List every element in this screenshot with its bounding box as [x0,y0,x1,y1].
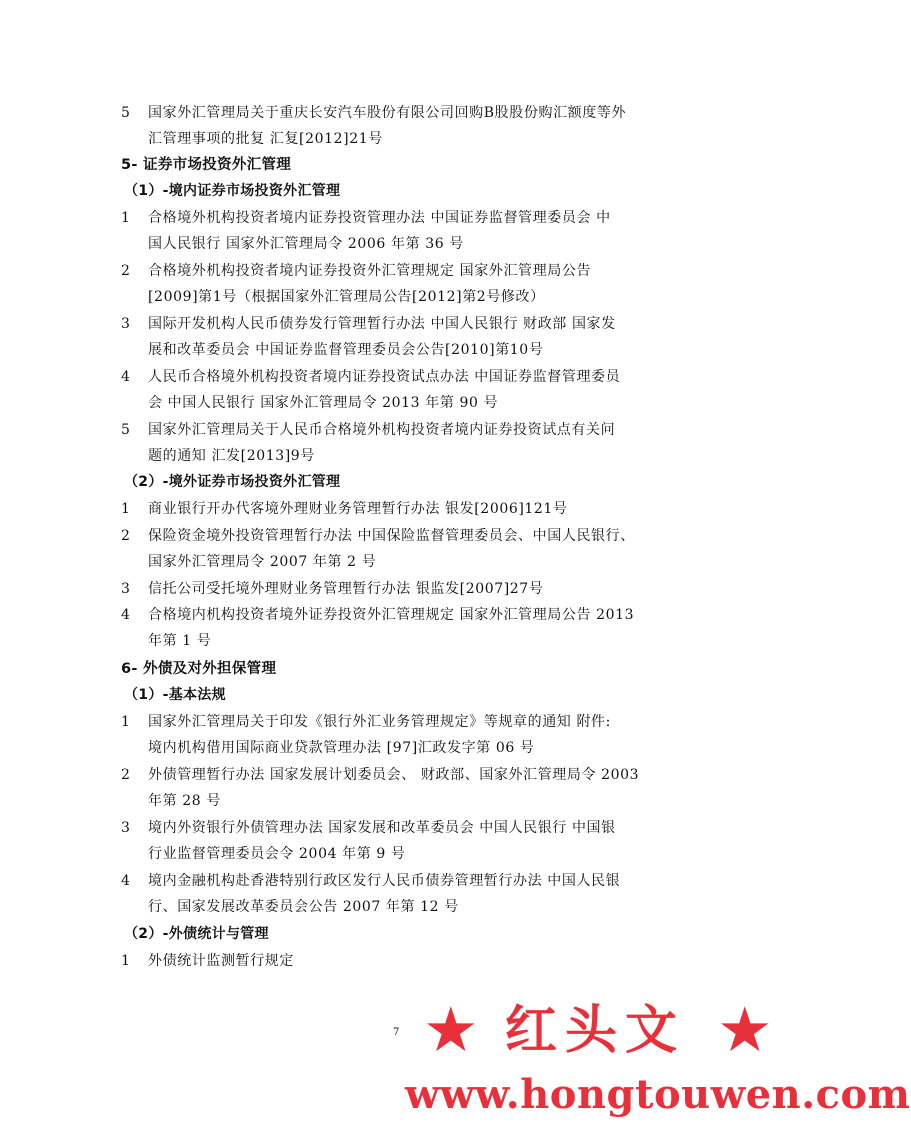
item-number: 1 [121,501,130,517]
item-text: 国家外汇管理局关于重庆长安汽车股份有限公司回购B股股份购汇额度等外 [148,105,627,121]
item-number: 5 [121,422,130,438]
item-text: 汇管理事项的批复 汇复[2012]21号 [148,131,383,147]
item-text: 境内外资银行外债管理办法 国家发展和改革委员会 中国人民银行 中国银 [148,820,616,836]
item-number: 3 [121,820,130,836]
item-text: 国家外汇管理局令 2007 年第 2 号 [148,554,377,570]
star-icon: ★ [717,993,773,1066]
item-text: 合格境内机构投资者境外证券投资外汇管理规定 国家外汇管理局公告 2013 [148,607,635,623]
subsection-heading: （2）-境外证券市场投资外汇管理 [124,474,341,490]
item-number: 1 [121,210,130,226]
watermark-title: 红头文 [505,1000,686,1061]
item-text: 境内金融机构赴香港特别行政区发行人民币债券管理暂行办法 中国人民银 [148,873,621,889]
item-number: 4 [121,873,130,889]
item-number: 1 [121,953,130,969]
item-text: 国家外汇管理局关于人民币合格境外机构投资者境内证券投资试点有关问 [148,422,616,438]
item-text: 外债统计监测暂行规定 [148,953,294,969]
item-number: 4 [121,369,130,385]
subsection-heading: （1）-基本法规 [124,687,226,703]
item-text: 保险资金境外投资管理暂行办法 中国保险监督管理委员会、中国人民银行、 [148,528,635,544]
item-text: 外债管理暂行办法 国家发展计划委员会、 财政部、国家外汇管理局令 2003 [148,767,640,783]
item-text: 题的通知 汇发[2013]9号 [148,448,315,464]
subsection-heading: （1）-境内证券市场投资外汇管理 [124,183,341,199]
item-text: [2009]第1号（根据国家外汇管理局公告[2012]第2号修改） [148,289,545,305]
item-number: 2 [121,263,130,279]
item-number: 4 [121,607,130,623]
item-text: 人民币合格境外机构投资者境内证券投资试点办法 中国证券监督管理委员 [148,369,621,385]
section-heading: 6- 外债及对外担保管理 [121,661,277,677]
item-number: 3 [121,316,130,332]
star-icon: ★ [423,993,479,1066]
item-text: 会 中国人民银行 国家外汇管理局令 2013 年第 90 号 [148,395,499,411]
item-text: 年第 1 号 [148,633,212,649]
page-number: 7 [393,1027,400,1038]
item-text: 信托公司受托境外理财业务管理暂行办法 银监发[2007]27号 [148,581,544,597]
item-text: 商业银行开办代客境外理财业务管理暂行办法 银发[2006]121号 [148,501,568,517]
item-text: 合格境外机构投资者境内证券投资外汇管理规定 国家外汇管理局公告 [148,263,592,279]
item-text: 国家外汇管理局关于印发《银行外汇业务管理规定》等规章的通知 附件: [148,714,611,730]
item-text: 国际开发机构人民币债券发行管理暂行办法 中国人民银行 财政部 国家发 [148,316,616,332]
item-text: 行业监督管理委员会令 2004 年第 9 号 [148,846,406,862]
item-text: 展和改革委员会 中国证券监督管理委员会公告[2010]第10号 [148,342,544,358]
subsection-heading: （2）-外债统计与管理 [124,926,269,942]
item-text: 行、国家发展改革委员会公告 2007 年第 12 号 [148,899,459,915]
item-text: 国人民银行 国家外汇管理局令 2006 年第 36 号 [148,236,464,252]
item-text: 年第 28 号 [148,793,221,809]
item-number: 3 [121,581,130,597]
item-text: 境内机构借用国际商业贷款管理办法 [97]汇政发字第 06 号 [148,740,535,756]
item-number: 2 [121,528,130,544]
item-number: 1 [121,714,130,730]
section-heading: 5- 证券市场投资外汇管理 [121,157,292,173]
item-number: 2 [121,767,130,783]
item-text: 合格境外机构投资者境内证券投资管理办法 中国证券监督管理委员会 中 [148,210,611,226]
item-number: 5 [121,105,130,121]
watermark-logo [405,993,911,1123]
watermark-url: www.hongtouwen.com [405,1071,911,1118]
